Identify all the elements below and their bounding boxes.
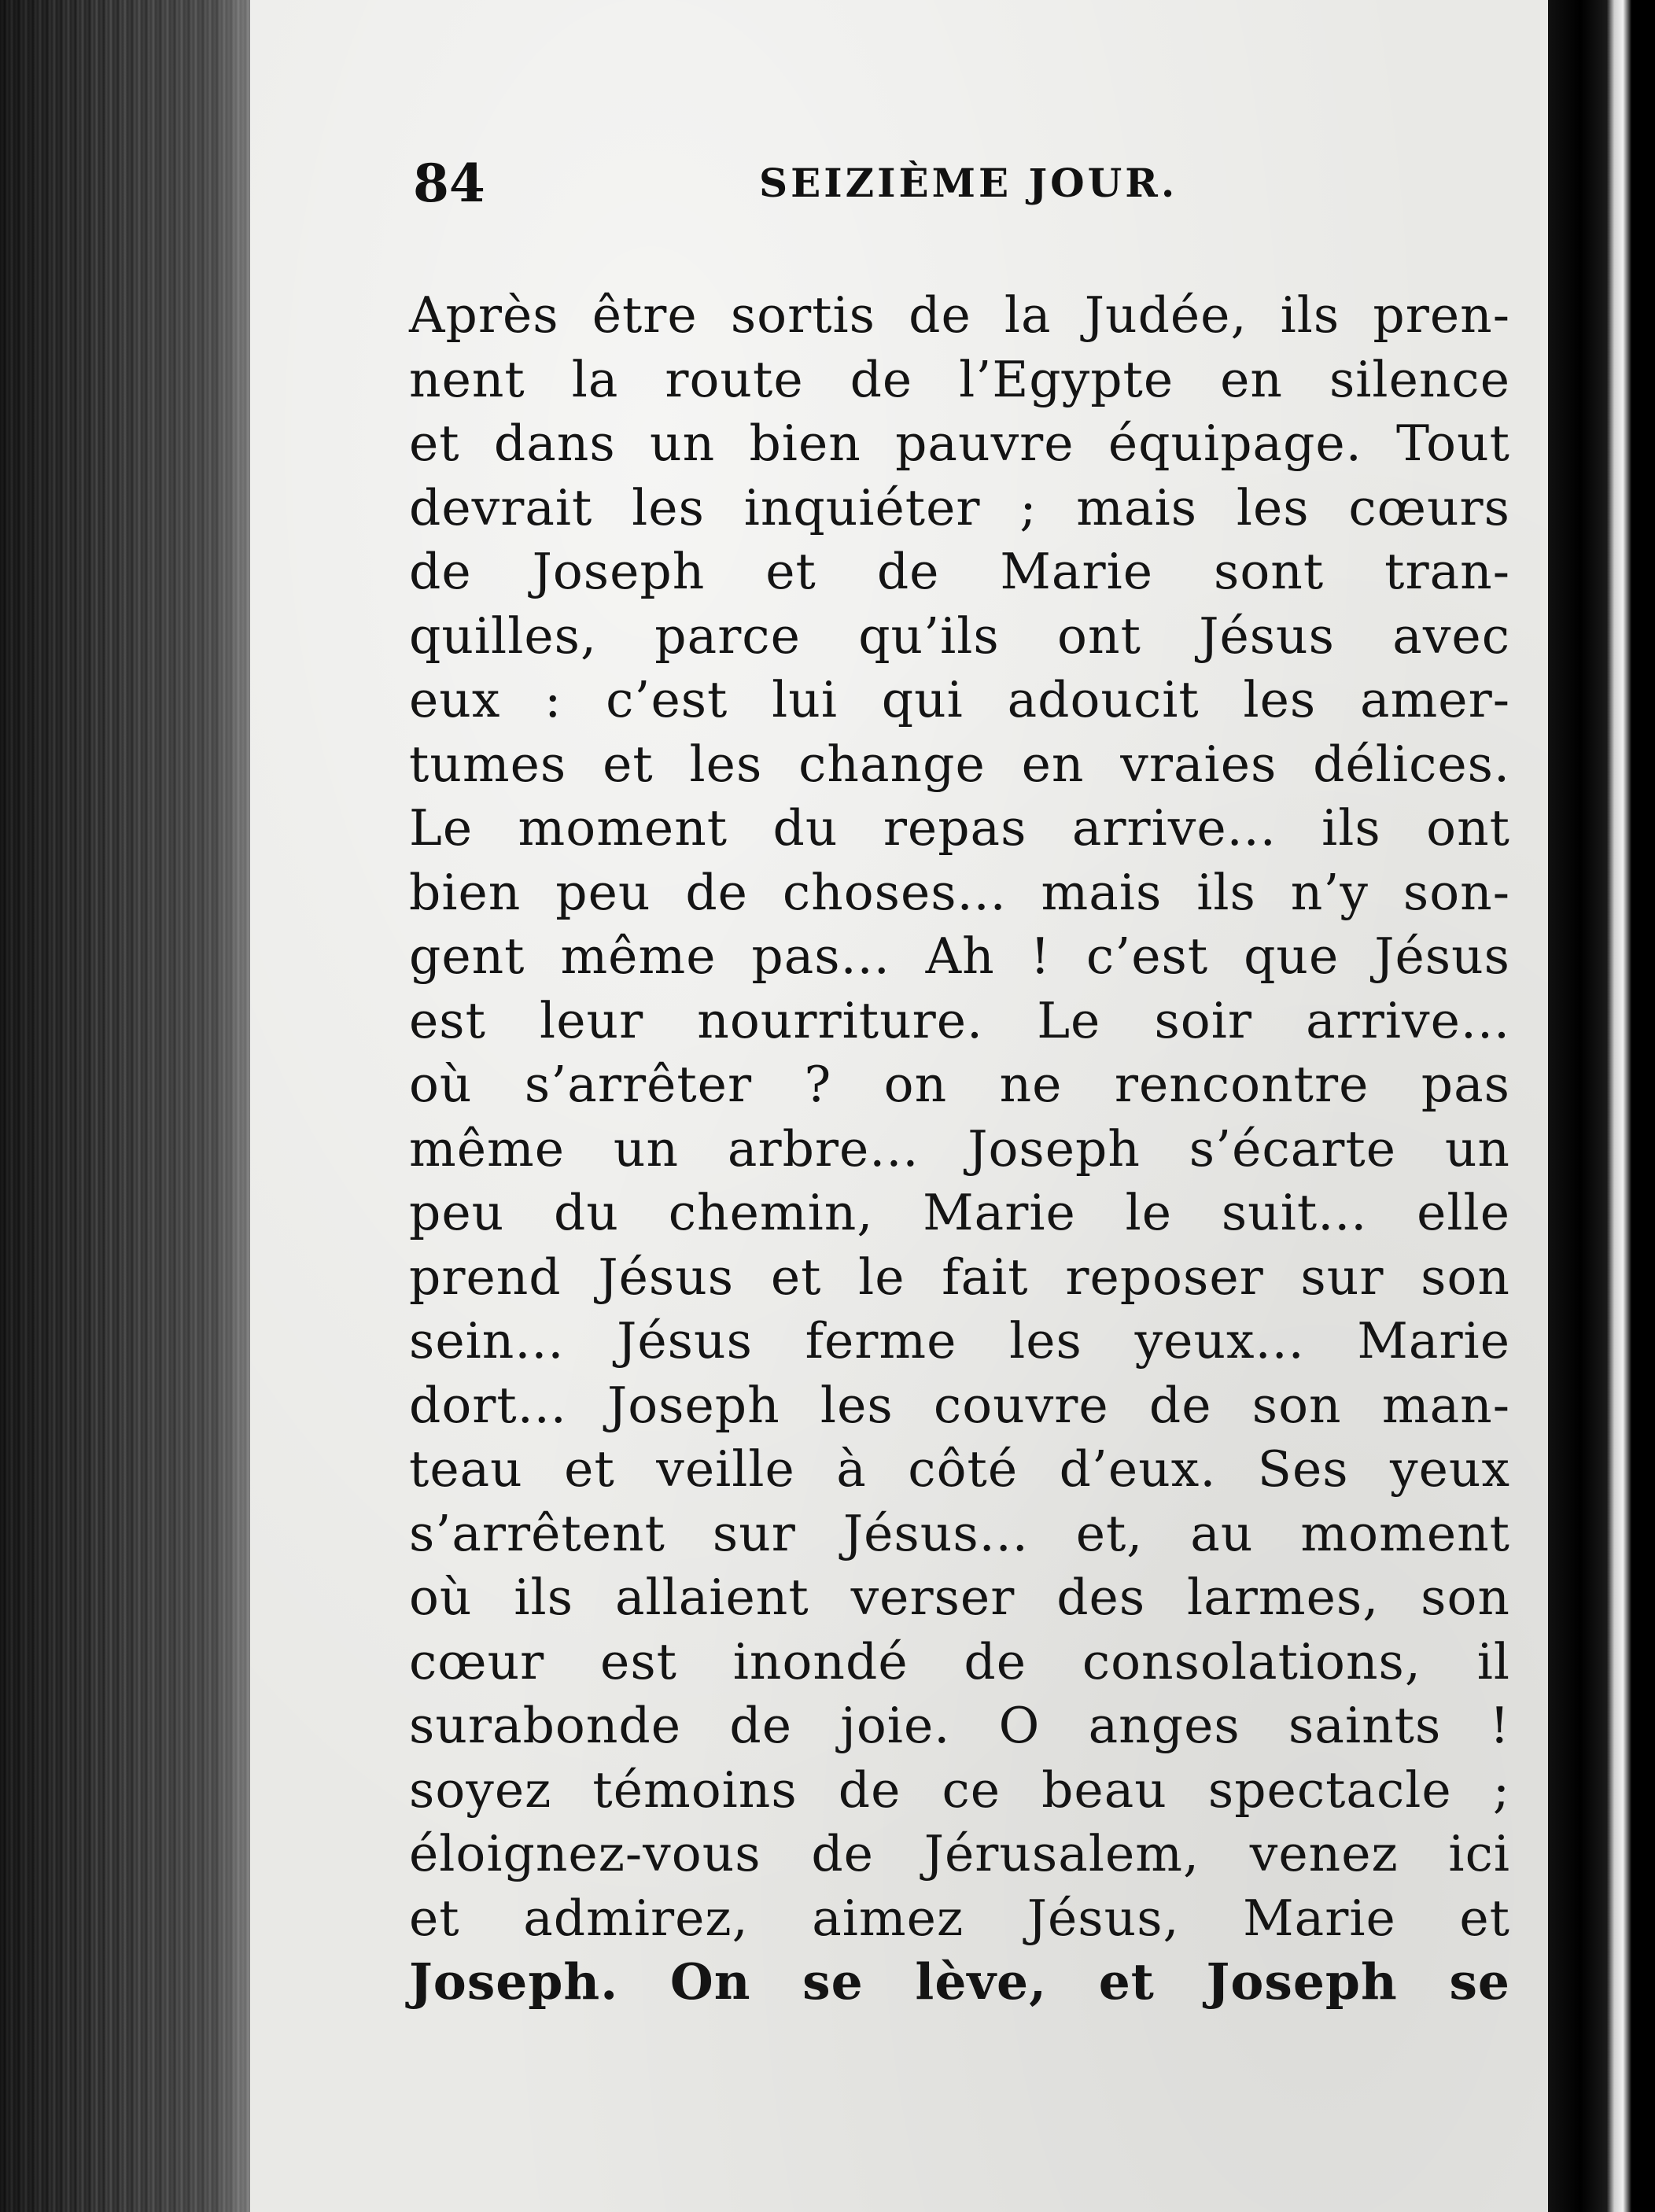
text-line: peu du chemin, Marie le suit... elle xyxy=(409,1184,1510,1241)
text-line: prend Jésus et le fait reposer sur son xyxy=(409,1248,1510,1306)
text-line: teau et veille à côté d’eux. Ses yeux xyxy=(409,1440,1510,1498)
text-line: où ils allaient verser des larmes, son xyxy=(409,1569,1510,1626)
text-line: tumes et les change en vraies délices. xyxy=(409,735,1510,793)
text-line: bien peu de choses... mais ils n’y son- xyxy=(409,863,1510,921)
text-line: s’arrêtent sur Jésus... et, au moment xyxy=(409,1504,1510,1562)
text-line: cœur est inondé de consolations, il xyxy=(409,1632,1510,1690)
book-gutter-edge xyxy=(1548,0,1655,2212)
text-line: éloignez-vous de Jérusalem, venez ici xyxy=(409,1825,1510,1882)
text-line: de Joseph et de Marie sont tran- xyxy=(409,543,1510,600)
stacked-page-edges xyxy=(0,0,252,2212)
text-line: gent même pas... Ah ! c’est que Jésus xyxy=(409,927,1510,985)
text-line: sein... Jésus ferme les yeux... Marie xyxy=(409,1312,1510,1370)
text-line: dort... Joseph les couvre de son man- xyxy=(409,1376,1510,1434)
text-line: quilles, parce qu’ils ont Jésus avec xyxy=(409,606,1510,665)
running-head: SEIZIÈME JOUR. xyxy=(759,160,1178,206)
text-line: nent la route de l’Egypte en silence xyxy=(409,350,1510,408)
text-line: est leur nourriture. Le soir arrive... xyxy=(409,991,1510,1049)
text-line: Le moment du repas arrive... ils ont xyxy=(409,799,1510,857)
text-line: Joseph. On se lève, et Joseph se xyxy=(409,1952,1510,2011)
text-line: et dans un bien pauvre équipage. Tout xyxy=(409,415,1510,472)
body-text xyxy=(409,283,1510,2015)
text-line: soyez témoins de ce beau spectacle ; xyxy=(409,1760,1510,1819)
text-line: eux : c’est lui qui adoucit les amer- xyxy=(409,671,1510,728)
text-line: et admirez, aimez Jésus, Marie et xyxy=(409,1889,1510,1947)
text-line: même un arbre... Joseph s’écarte un xyxy=(409,1119,1510,1178)
page-number: 84 xyxy=(413,153,485,214)
text-line: devrait les inquiéter ; mais les cœurs xyxy=(409,478,1510,536)
text-line: où s’arrêter ? on ne rencontre pas xyxy=(409,1056,1510,1113)
page-header xyxy=(413,148,1514,219)
text-line: Après être sortis de la Judée, ils pren- xyxy=(409,286,1510,344)
text-line: surabonde de joie. O anges saints ! xyxy=(409,1697,1510,1754)
